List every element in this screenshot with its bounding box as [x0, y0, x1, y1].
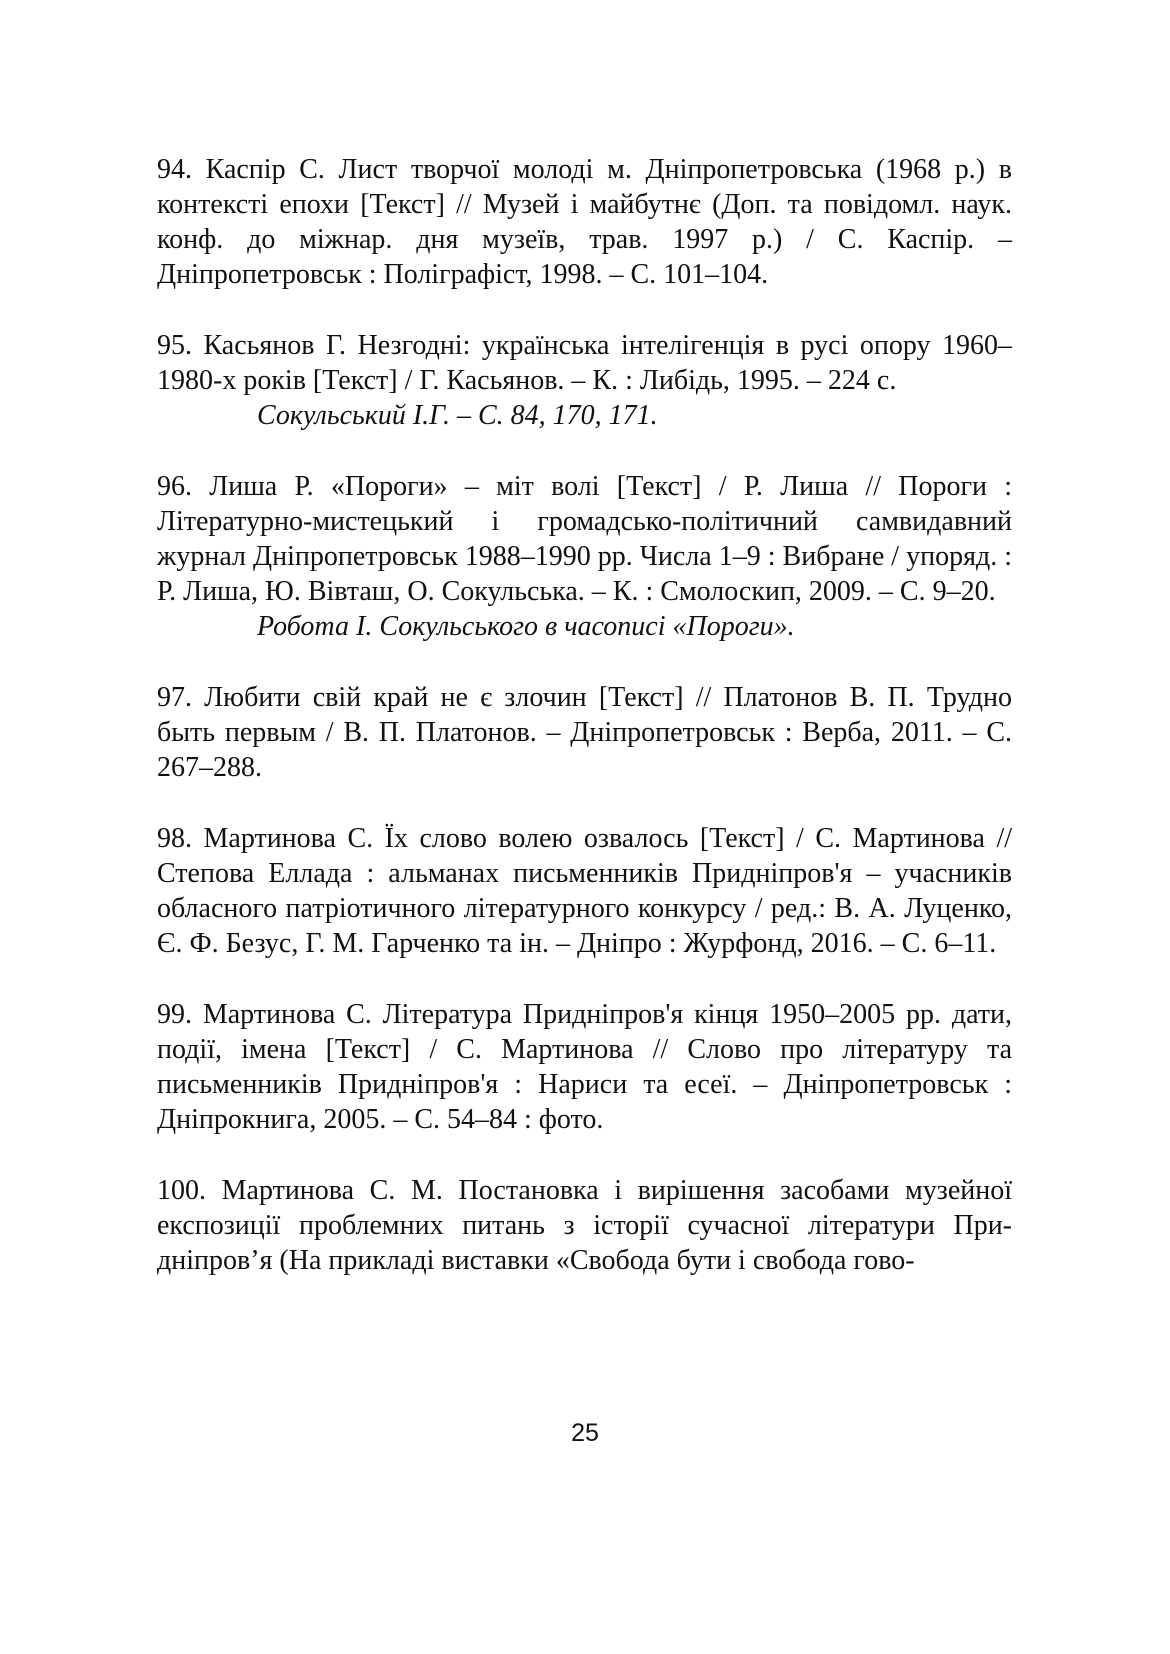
entry-note: Сокульський І.Г. – С. 84, 170, 171. [257, 400, 658, 431]
bibliography-entry-99 [157, 997, 1012, 1137]
entry-text: 95. Касьянов Г. Незгодні: українська інтелігенція в русі опору 1960–1980-х років [Текст] / Г. Касьянов. – К. : Либідь, 1995. – 224 с. [157, 330, 1012, 396]
bibliography-entry-100 [157, 1173, 1012, 1278]
entry-note: Робота І. Сокульського в часописі «Пороги». [257, 611, 795, 642]
bibliography-entry-95 [157, 328, 1012, 433]
page-number: 25 [571, 1419, 599, 1447]
entry-text: 96. Лиша Р. «Пороги» – міт волі [Текст] / Р. Лиша // Пороги : Літературно-мистецький і громадсько-політичний самвидавний журнал Дніпропетровськ 1988–1990 рр. Числа 1–9 : Вибране / упоряд. : Р. Лиша, Ю. Вівташ, О. Сокульська. – К. : Смолоскип, 2009. – С. 9–20. [157, 471, 1012, 607]
entry-text: 97. Любити свій край не є злочин [Текст] // Платонов В. П. Трудно быть первым / В. П. Платонов. – Дніпропетровськ : Верба, 2011. – С. 267–288. [157, 682, 1012, 783]
bibliography-entry-96 [157, 469, 1012, 644]
entry-text: 94. Каспір С. Лист творчої молоді м. Дніпропетровська (1968 р.) в контексті епохи [Текст] // Музей і майбутнє (Доп. та повідомл. наук. конф. до міжнар. дня музеїв, трав. 1997 р.) / С. Каспір. – Дніпропетровськ : Поліграфіст, 1998. – С. 101–104. [157, 154, 1012, 290]
bibliography-list [157, 152, 1012, 1314]
entry-text: 100. Мартинова С. М. Постановка і вирішення засобами музейної експозиції проблемних питань з історії сучасної літератури Придніпров’я (На прикладі виставки «Свобода бути і свобода гово- [157, 1175, 1012, 1276]
bibliography-entry-97 [157, 680, 1012, 785]
bibliography-entry-94 [157, 152, 1012, 292]
entry-text: 98. Мартинова С. Їх слово волею озвалось [Текст] / С. Мартинова // Степова Еллада : альманах письменників Придніпров'я – учасників обласного патріотичного літературного конкурсу / ред.: В. А. Луценко, Є. Ф. Безус, Г. М. Гарченко та ін. – Дніпро : Журфонд, 2016. – С. 6–11. [157, 823, 1012, 959]
bibliography-entry-98 [157, 821, 1012, 961]
entry-text: 99. Мартинова С. Література Придніпров'я кінця 1950–2005 рр. дати, події, імена [Текст] / С. Мартинова // Слово про літературу та письменників Придніпров'я : Нариси та есеї. – Дніпропетровськ : Дніпрокнига, 2005. – С. 54–84 : фото. [157, 999, 1012, 1135]
